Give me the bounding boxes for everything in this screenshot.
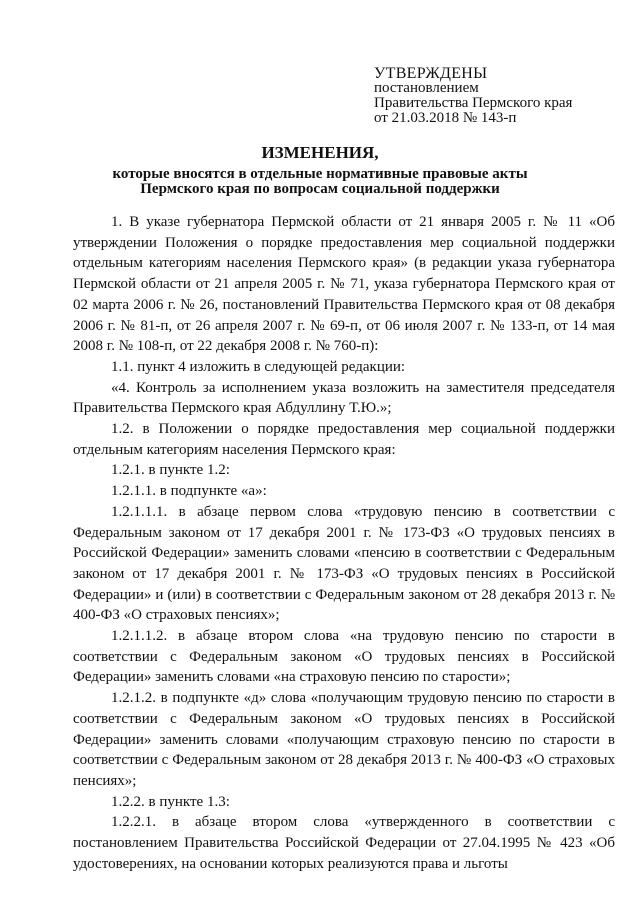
paragraph: 1. В указе губернатора Пермской области от 21 января 2005 г. № 11 «Об утверждении Положения о порядке предоставления мер социальной поддержки отдельным категориям населения Пермского края» (в редакции указа губернатора Пермской области от 21 апреля 2005 г. № 71, указа губернатора Пермского края от 02 марта 2006 г. № 26, постановлений Правительства Пермского края от 08 декабря 2006 г. № 81-п, от 26 апреля 2007 г. № 69-п, от 06 июля 2007 г. № 133-п, от 14 мая 2008 г. № 108-п, от 22 декабря 2008 г. № 760-п):: [73, 214, 615, 355]
approval-stamp: [374, 66, 572, 126]
subtitle-line: Пермского края по вопросам социальной поддержки: [140, 181, 500, 197]
document-title: ИЗМЕНЕНИЯ,: [261, 143, 379, 162]
approval-date: от 21.03.2018 № 143-п: [374, 110, 517, 126]
approval-line: Правительства Пермского края: [374, 95, 573, 111]
subtitle-line: которые вносятся в отдельные нормативные правовые акты: [112, 166, 528, 182]
paragraph: 1.2.1.2. в подпункте «д» слова «получающим трудовую пенсию по старости в соответствии с Федеральным законом «О трудовых пенсиях в Российской Федерации» заменить словами «получающим страховую пенсию по старости в соответствии с Федеральным законом от 28 декабря 2013 г. № 400-ФЗ «О страховых пенсиях»;: [73, 690, 615, 789]
paragraph: 1.2.1.1.2. в абзаце втором слова «на трудовую пенсию по старости в соответствии с Федеральным законом «О трудовых пенсиях в Российской Федерации» заменить словами «на страховую пенсию по старости»;: [73, 628, 615, 686]
paragraph: 1.2.1.1. в подпункте «а»:: [111, 483, 267, 500]
paragraph: «4. Контроль за исполнением указа возложить на заместителя председателя Правительства Пермского края Абдуллину Т.Ю.»;: [73, 379, 615, 417]
approval-heading: УТВЕРЖДЕНЫ: [374, 65, 488, 82]
paragraph: 1.1. пункт 4 изложить в следующей редакции:: [111, 358, 406, 375]
paragraph: 1.2. в Положении о порядке предоставления мер социальной поддержки отдельным категориям населения Пермского края:: [73, 421, 615, 458]
approval-line: постановлением: [374, 80, 479, 96]
paragraph: 1.2.2. в пункте 1.3:: [111, 793, 230, 810]
paragraph: 1.2.1.1.1. в абзаце первом слова «трудовую пенсию в соответствии с Федеральным законом от 17 декабря 2001 г. № 173-ФЗ «О трудовых пенсиях в Российской Федерации» заменить словами «пенсию в соответствии с Федеральным законом от 17 декабря 2001 г. № 173-ФЗ «О трудовых пенсиях в Российской Федерации» и (или) в соответствии с Федеральным законом от 28 декабря 2013 г. № 400-ФЗ «О страховых пенсиях»;: [73, 503, 615, 624]
document-body: [73, 212, 615, 875]
paragraph: 1.2.2.1. в абзаце втором слова «утвержденного в соответствии с постановлением Правительства Российской Федерации от 27.04.1995 № 423 «Об удостоверениях, на основании которых реализуются права и льготы: [73, 814, 615, 872]
paragraph: 1.2.1. в пункте 1.2:: [111, 462, 230, 479]
document-subtitle: [60, 167, 580, 197]
